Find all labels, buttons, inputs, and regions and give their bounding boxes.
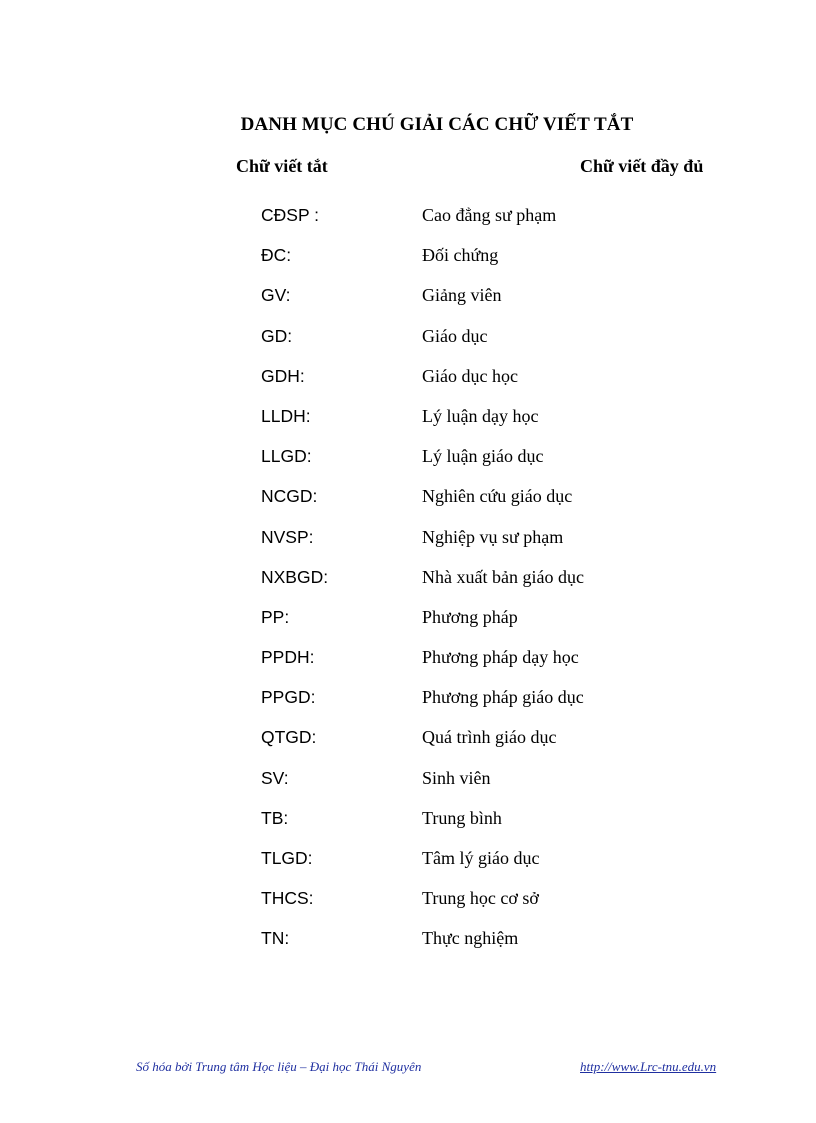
full-form: Trung bình [422, 807, 502, 828]
full-form: Lý luận dạy học [422, 405, 539, 426]
list-item [0, 727, 816, 767]
page-title: DANH MỤC CHÚ GIẢI CÁC CHỮ VIẾT TẮT [240, 114, 634, 135]
full-form: Phương pháp dạy học [422, 647, 579, 668]
list-item [0, 366, 816, 406]
abbreviation: PPGD: [261, 687, 316, 708]
abbreviation: ĐC: [261, 245, 292, 266]
list-item [0, 245, 816, 285]
abbreviation: QTGD: [261, 727, 317, 748]
full-form: Trung học cơ sở [422, 888, 539, 909]
abbreviation: GD: [261, 325, 293, 346]
abbreviation: LLGD: [261, 446, 312, 467]
column-header-abbreviation: Chữ viết tắt [236, 156, 328, 176]
abbreviation: CĐSP : [261, 205, 320, 225]
list-item [0, 486, 816, 526]
abbreviation: SV: [261, 767, 289, 788]
list-item [0, 406, 816, 446]
footer-website-link[interactable]: http://www.Lrc-tnu.edu.vn [580, 1059, 717, 1074]
list-item [0, 527, 816, 567]
full-form: Giảng viên [422, 285, 502, 306]
list-item [0, 285, 816, 325]
full-form: Nhà xuất bản giáo dục [422, 566, 584, 587]
list-item [0, 446, 816, 486]
footer-source-text: Số hóa bởi Trung tâm Học liệu – Đại học Thái Nguyên [136, 1059, 422, 1074]
full-form: Giáo dục [422, 325, 488, 346]
list-item [0, 848, 816, 888]
list-item [0, 567, 816, 607]
abbreviation: GDH: [261, 365, 305, 386]
abbreviation-list [0, 205, 816, 969]
list-item [0, 647, 816, 687]
abbreviation: NXBGD: [261, 566, 329, 587]
column-header-full-form: Chữ viết đầy đủ [580, 156, 704, 176]
list-item [0, 808, 816, 848]
full-form: Quá trình giáo dục [422, 727, 557, 748]
full-form: Đối chứng [422, 245, 499, 266]
list-item [0, 768, 816, 808]
abbreviation: NVSP: [261, 526, 314, 547]
abbreviation: PPDH: [261, 647, 315, 668]
list-item [0, 326, 816, 366]
abbreviation: TLGD: [261, 848, 313, 868]
list-item [0, 687, 816, 727]
abbreviation: THCS: [261, 888, 314, 909]
abbreviation: TB: [261, 807, 289, 828]
list-item [0, 928, 816, 968]
full-form: Cao đẳng sư phạm [422, 205, 557, 225]
full-form: Nghiệp vụ sư phạm [422, 526, 564, 547]
full-form: Tâm lý giáo dục [422, 848, 540, 868]
list-item [0, 205, 816, 245]
full-form: Nghiên cứu giáo dục [422, 486, 573, 507]
abbreviation: PP: [261, 606, 290, 627]
full-form: Phương pháp giáo dục [422, 687, 584, 708]
list-item [0, 888, 816, 928]
full-form: Lý luận giáo dục [422, 446, 544, 467]
full-form: Thực nghiệm [422, 928, 519, 949]
list-item [0, 607, 816, 647]
abbreviation: TN: [261, 928, 290, 949]
full-form: Phương pháp [422, 606, 518, 627]
full-form: Giáo dục học [422, 365, 518, 386]
abbreviation: GV: [261, 285, 291, 306]
abbreviation: LLDH: [261, 405, 311, 426]
abbreviation: NCGD: [261, 486, 318, 507]
full-form: Sinh viên [422, 767, 491, 788]
